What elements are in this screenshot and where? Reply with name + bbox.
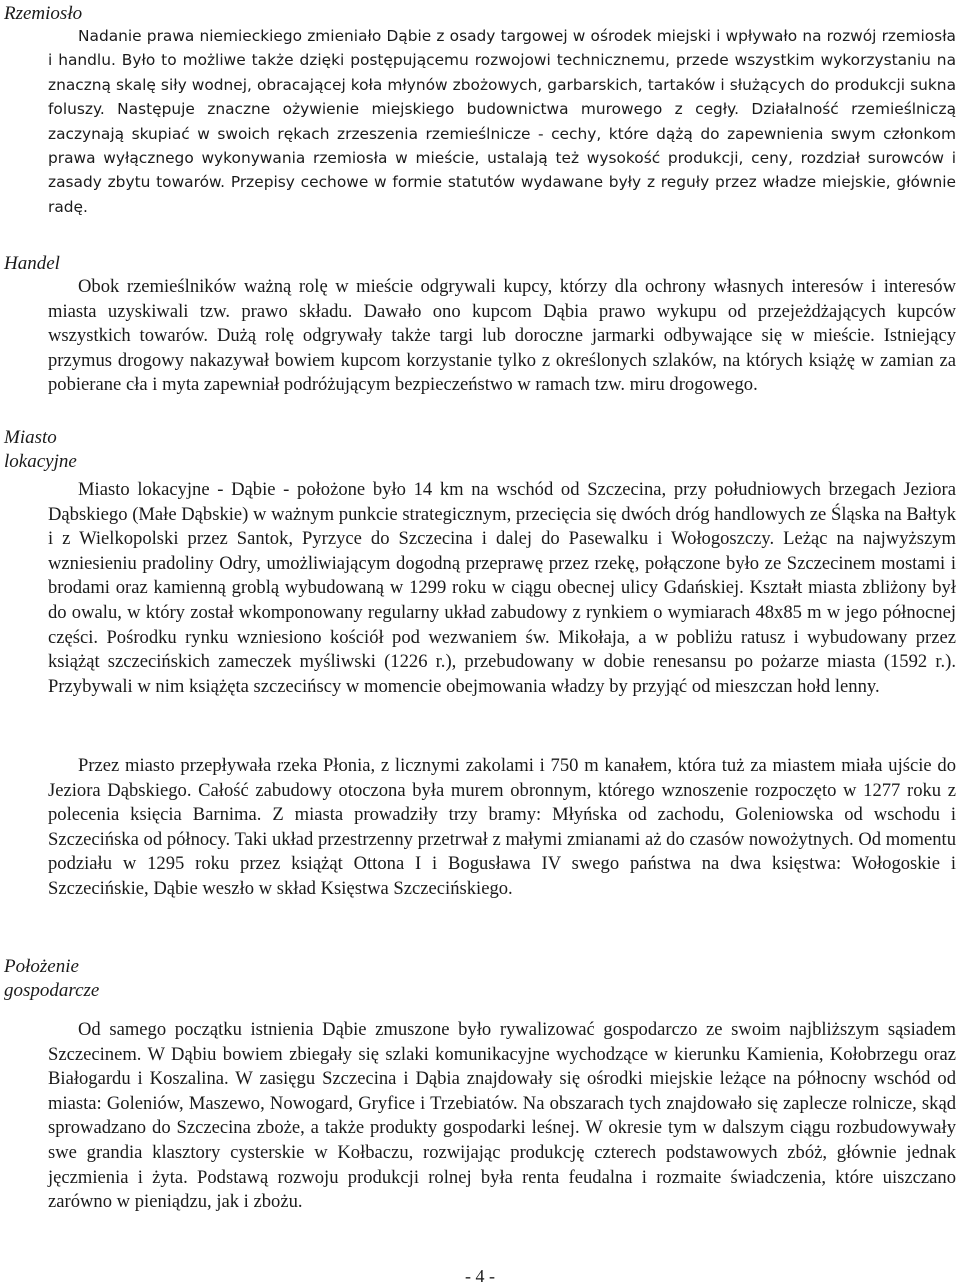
paragraph-miasto-lokacyjne-2 (48, 754, 956, 902)
paragraph-rzemioslo (48, 24, 956, 219)
margin-label-rzemioslo: Rzemiosło (4, 3, 83, 24)
paragraph-text: Obok rzemieślników ważną rolę w mieście odgrywali kupcy, którzy dla ochrony własnych interesów i interesów miasta uzyskiwali tzw. prawo składu. Dawało ono kupcom Dąbia prawo wykupu od przejeżdżających kupców wszystkich towarów. Dużą rolę odgrywały także targi lub doroczne jarmarki odbywające się w mieście. Istniejący przymus drogowy nakazywał bowiem kupcom korzystanie tylko z określonych szlaków, na których książę w zamian za pobierane cła i myta zapewniał podróżującym bezpieczeństwo w ramach tzw. miru drogowego. (48, 276, 956, 396)
margin-label-polozenie-gospodarcze: Położenie gospodarcze (4, 956, 100, 1001)
paragraph-text: Nadanie prawa niemieckiego zmieniało Dąbie z osady targowej w ośrodek miejski i wpływało na rozwój rzemiosła i handlu. Było to możliwe także dzięki postępującemu rozwojowi technicznemu, przede wszystkim wykorzystaniu na znaczną skalę siły wodnej, obracającej koła młynów zbożowych, garbarskich, tartaków i służących do produkcji sukna foluszy. Następuje znaczne ożywienie miejskiego budownictwa murowego z cegły. Działalność rzemieślniczą zaczynają skupiać w swoich rękach zrzeszenia rzemieślnicze - cechy, które dążą do zapewnienia swym członkom prawa wyłącznego wykonywania rzemiosła w mieście, ustalają też wysokość produkcji, ceny, rozdział surowców i zasady zbytu towarów. Przepisy cechowe w formie statutów wydawane były z reguły przez władze miejskie, głównie radę. (48, 27, 956, 216)
paragraph-text: Miasto lokacyjne - Dąbie - położone było 14 km na wschód od Szczecina, przy południowych brzegach Jeziora Dąbskiego (Małe Dąbskie) w ważnym punkcie strategicznym, przecięcia się dwóch dróg handlowych ze Śląska na Bałtyk i z Wielkopolski przez Santok, Pyrzyce do Szczecina i dalej do Pasewalku i Wołogoszczy. Leżąc na najwyższym wzniesieniu pradoliny Odry, umożliwiającym dogodną przeprawę przez rzekę, połączone było ze Szczecinem mostami i brodami oraz kamienną groblą wybudowaną w 1299 roku w ciągu obecnej ulicy Gdańskiej. Kształt miasta zbliżony był do owalu, w który został wkomponowany regularny układ zabudowy z rynkiem o wymiarach 48x85 m w jego północnej części. Pośrodku rynku wzniesiono kościół pod wezwaniem św. Mikołaja, a w pobliżu ratusz i wybudowany przez książąt szczecińskich zameczek myśliwski (1226 r.), przebudowany w dobie renesansu po pożarze miasta (1592 r.). Przybywali w nim książęta szczecińscy w momencie obejmowania władzy by przyjąć od mieszczan hołd lenny. (48, 479, 956, 697)
paragraph-polozenie-gospodarcze (48, 1018, 956, 1215)
paragraph-miasto-lokacyjne-1 (48, 478, 956, 699)
paragraph-text: Przez miasto przepływała rzeka Płonia, z licznymi zakolami i 750 m kanałem, która tuż za miastem miała ujście do Jeziora Dąbskiego. Całość zabudowy otoczona była murem obronnym, którego wznoszenie rozpoczęto w 1277 roku z polecenia księcia Barnima. Z miasta prowadziły trzy bramy: Młyńska od zachodu, Goleniowska od wschodu i Szczecińska od północy. Taki układ przestrzenny przetrwał z małymi zmianami aż do czasów nowożytnych. Od momentu podziału w 1295 roku przez książąt Ottona I i Bogusława IV swego państwa na dwa księstwa: Wołogoskie i Szczecińskie, Dąbie weszło w skład Księstwa Szczecińskiego. (48, 755, 956, 899)
paragraph-handel (48, 275, 956, 398)
page-number: - 4 - (465, 1266, 495, 1286)
margin-label-miasto-lokacyjne: Miasto lokacyjne (4, 427, 77, 472)
paragraph-text: Od samego początku istnienia Dąbie zmuszone było rywalizować gospodarczo ze swoim najbliższym sąsiadem Szczecinem. W Dąbiu bowiem zbiegały się szlaki komunikacyjne wychodzące w kierunku Kamienia, Kołobrzegu oraz Białogardu i Koszalina. W zasięgu Szczecina i Dąbia znajdowały się ośrodki miejskie leżące na północny wschód od miasta: Goleniów, Maszewo, Nowogard, Gryfice i Trzebiatów. Na obszarach tych znajdowało się zaplecze rolnicze, skąd sprowadzano do Szczecina zboże, a także produkty gospodarki leśnej. W okresie tym w dalszym ciągu rozbudowywały swe grandia klasztory cysterskie w Kołbaczu, rozwijając produkcję czterech podstawowych zbóż, głównie jednak jęczmienia i żyta. Podstawą rozwoju produkcji rolnej była renta feudalna i rozmaite świadczenia, które uiszczano zarówno w pieniądzu, jak i zbożu. (48, 1019, 956, 1213)
margin-label-handel: Handel (4, 253, 60, 274)
